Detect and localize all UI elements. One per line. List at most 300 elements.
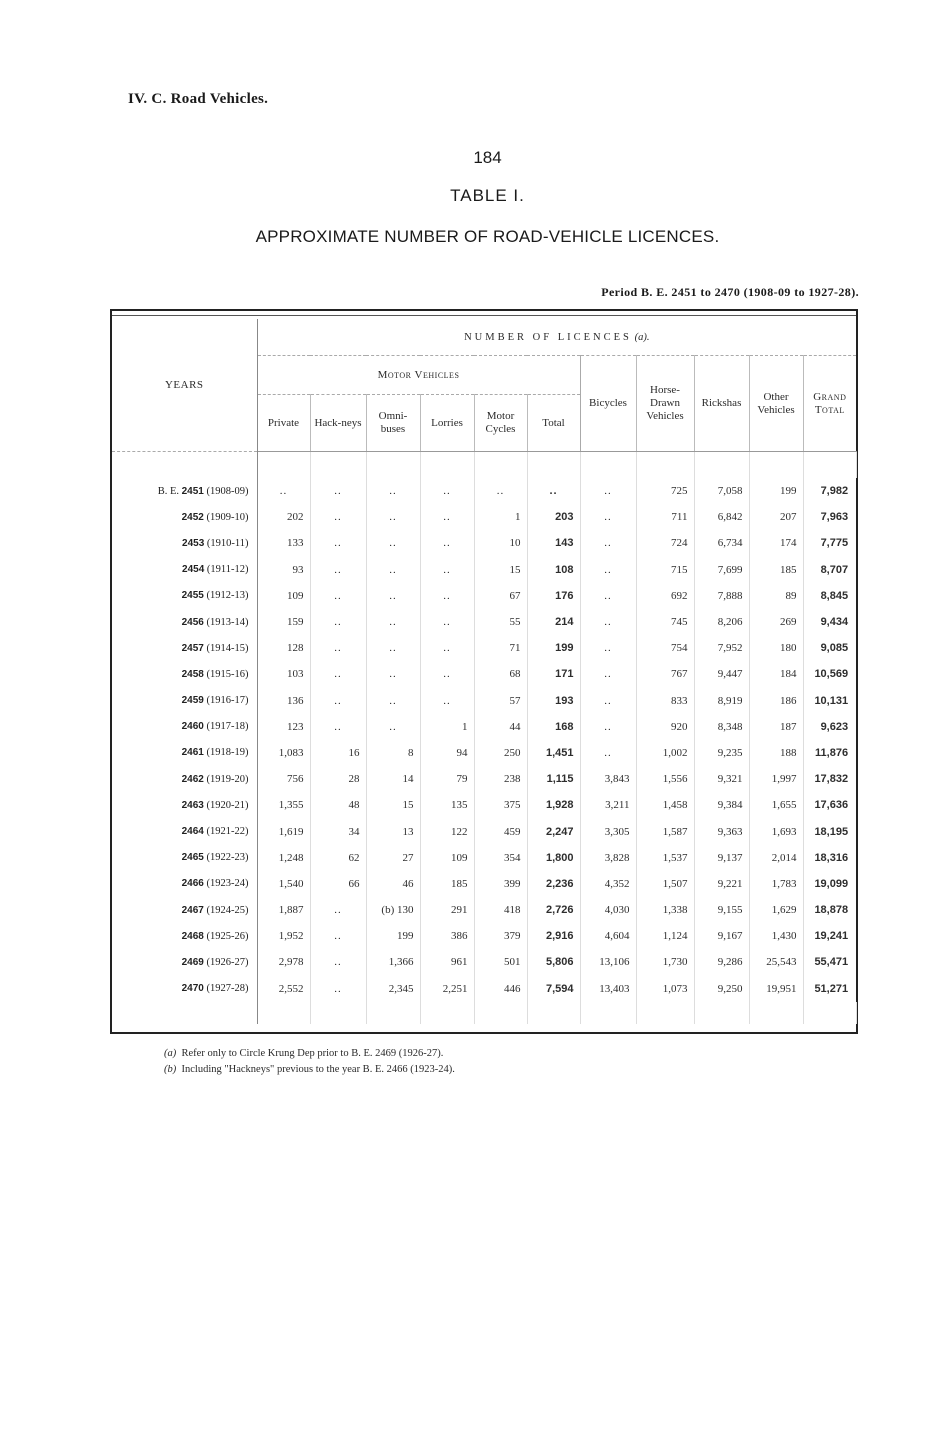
horse-drawn-cell: 724 [636, 530, 694, 556]
grand-total-cell: 17,832 [803, 766, 856, 792]
header-number-of-licences-note: (a). [634, 331, 650, 343]
year-cell [112, 714, 257, 740]
hackneys-cell: .. [310, 949, 366, 975]
grand-total-cell: 7,982 [803, 478, 856, 504]
year-number: 2452 [181, 511, 204, 523]
omnibuses-cell: (b) 130 [366, 897, 420, 923]
omnibuses-cell: .. [366, 557, 420, 583]
grand-total-cell: 19,099 [803, 871, 856, 897]
bicycles-cell: .. [580, 583, 636, 609]
lorries-cell: .. [420, 583, 474, 609]
bicycles-cell: .. [580, 504, 636, 530]
rickshas-cell: 9,447 [694, 661, 749, 687]
year-number: 2458 [181, 668, 204, 680]
footnote-b-text: Including "Hackneys" previous to the year B. E. 2466 (1923-24). [181, 1064, 455, 1075]
hackneys-cell: .. [310, 504, 366, 530]
horse-drawn-cell: 1,537 [636, 845, 694, 871]
year-cell [112, 688, 257, 714]
table-row [112, 818, 856, 844]
hackneys-cell: .. [310, 635, 366, 661]
hackneys-cell: 66 [310, 871, 366, 897]
motor-cycles-cell: 446 [474, 976, 527, 1002]
grand-total-cell: 10,131 [803, 688, 856, 714]
year-number: 2470 [181, 983, 204, 995]
year-cell [112, 478, 257, 504]
table-row [112, 976, 856, 1002]
rickshas-cell: 9,221 [694, 871, 749, 897]
year-number: 2469 [181, 956, 204, 968]
motor-cycles-cell: 68 [474, 661, 527, 687]
motor-cycles-cell: 44 [474, 714, 527, 740]
grand-total-cell: 18,195 [803, 818, 856, 844]
total-cell: 193 [527, 688, 580, 714]
rickshas-cell: 9,155 [694, 897, 749, 923]
year-number: 2461 [181, 747, 204, 759]
horse-drawn-cell: 1,730 [636, 949, 694, 975]
total-cell: 2,236 [527, 871, 580, 897]
lorries-cell: 79 [420, 766, 474, 792]
hackneys-cell: .. [310, 478, 366, 504]
rickshas-cell: 9,384 [694, 792, 749, 818]
omnibuses-cell: .. [366, 530, 420, 556]
grand-total-cell: 55,471 [803, 949, 856, 975]
grand-total-cell: 18,878 [803, 897, 856, 923]
grand-total-cell: 9,434 [803, 609, 856, 635]
year-cell [112, 583, 257, 609]
horse-drawn-cell: 767 [636, 661, 694, 687]
motor-cycles-cell: 57 [474, 688, 527, 714]
bicycles-cell: .. [580, 714, 636, 740]
omnibuses-cell: 15 [366, 792, 420, 818]
total-cell: 203 [527, 504, 580, 530]
lorries-cell: .. [420, 635, 474, 661]
omnibuses-cell: 46 [366, 871, 420, 897]
lorries-cell: .. [420, 557, 474, 583]
private-cell: 133 [257, 530, 310, 556]
page-number: 184 [473, 148, 502, 167]
grand-total-cell: 11,876 [803, 740, 856, 766]
lorries-cell: 2,251 [420, 976, 474, 1002]
section-heading: IV. C. Road Vehicles. [128, 91, 269, 107]
licences-table [112, 319, 857, 1024]
year-cell [112, 792, 257, 818]
motor-cycles-cell: 399 [474, 871, 527, 897]
footnotes [164, 1046, 455, 1078]
header-number-of-licences-label: NUMBER OF LICENCES [464, 331, 632, 343]
motor-cycles-cell: 459 [474, 818, 527, 844]
year-cell [112, 740, 257, 766]
year-cell [112, 530, 257, 556]
header-motor-cycles: Motor Cycles [474, 395, 527, 452]
bicycles-cell: 4,030 [580, 897, 636, 923]
motor-cycles-cell: 354 [474, 845, 527, 871]
horse-drawn-cell: 725 [636, 478, 694, 504]
rickshas-cell: 8,206 [694, 609, 749, 635]
footnote-a-mark: (a) [164, 1048, 177, 1059]
rickshas-cell: 9,167 [694, 923, 749, 949]
table-row [112, 530, 856, 556]
other-vehicles-cell: 180 [749, 635, 803, 661]
omnibuses-cell: .. [366, 688, 420, 714]
year-period: (1922-23) [206, 852, 249, 864]
other-vehicles-cell: 1,655 [749, 792, 803, 818]
private-cell: 1,083 [257, 740, 310, 766]
motor-cycles-cell: 71 [474, 635, 527, 661]
total-cell: 2,916 [527, 923, 580, 949]
lorries-cell: 1 [420, 714, 474, 740]
hackneys-cell: 34 [310, 818, 366, 844]
grand-total-cell: 9,085 [803, 635, 856, 661]
motor-cycles-cell: 418 [474, 897, 527, 923]
table-row [112, 478, 856, 504]
hackneys-cell: .. [310, 897, 366, 923]
omnibuses-cell: .. [366, 661, 420, 687]
header-number-of-licences [257, 319, 856, 356]
motor-cycles-cell: .. [474, 478, 527, 504]
year-cell [112, 976, 257, 1002]
table-title: TABLE I. [450, 186, 525, 205]
other-vehicles-cell: 25,543 [749, 949, 803, 975]
table-row [112, 635, 856, 661]
other-vehicles-cell: 186 [749, 688, 803, 714]
other-vehicles-cell: 2,014 [749, 845, 803, 871]
hackneys-cell: .. [310, 557, 366, 583]
year-number: 2468 [181, 930, 204, 942]
motor-cycles-cell: 55 [474, 609, 527, 635]
other-vehicles-cell: 188 [749, 740, 803, 766]
omnibuses-cell: .. [366, 714, 420, 740]
total-cell: 7,594 [527, 976, 580, 1002]
private-cell: 1,248 [257, 845, 310, 871]
bicycles-cell: .. [580, 557, 636, 583]
motor-cycles-cell: 379 [474, 923, 527, 949]
private-cell: 2,552 [257, 976, 310, 1002]
total-cell: 1,115 [527, 766, 580, 792]
year-period: (1917-18) [206, 721, 249, 733]
year-cell [112, 635, 257, 661]
omnibuses-cell: 27 [366, 845, 420, 871]
private-cell: 756 [257, 766, 310, 792]
rickshas-cell: 7,058 [694, 478, 749, 504]
private-cell: 159 [257, 609, 310, 635]
bicycles-cell: 3,843 [580, 766, 636, 792]
other-vehicles-cell: 199 [749, 478, 803, 504]
year-cell [112, 818, 257, 844]
year-period: (1927-28) [206, 983, 249, 995]
rickshas-cell: 7,888 [694, 583, 749, 609]
motor-cycles-cell: 250 [474, 740, 527, 766]
hackneys-cell: .. [310, 609, 366, 635]
horse-drawn-cell: 745 [636, 609, 694, 635]
rickshas-cell: 8,348 [694, 714, 749, 740]
bicycles-cell: .. [580, 530, 636, 556]
hackneys-cell: .. [310, 688, 366, 714]
year-cell [112, 661, 257, 687]
grand-total-cell: 51,271 [803, 976, 856, 1002]
year-period: (1914-15) [206, 642, 249, 654]
year-number: 2465 [181, 852, 204, 864]
year-number: 2466 [181, 878, 204, 890]
omnibuses-cell: .. [366, 583, 420, 609]
year-period: (1923-24) [206, 878, 249, 890]
header-other-vehicles: Other Vehicles [749, 356, 803, 452]
year-number: 2463 [181, 799, 204, 811]
omnibuses-cell: .. [366, 609, 420, 635]
private-cell: 202 [257, 504, 310, 530]
year-period: (1911-12) [206, 564, 249, 576]
grand-total-cell: 9,623 [803, 714, 856, 740]
rickshas-cell: 9,321 [694, 766, 749, 792]
year-period: (1925-26) [206, 930, 249, 942]
omnibuses-cell: .. [366, 504, 420, 530]
year-cell [112, 766, 257, 792]
year-cell [112, 504, 257, 530]
private-cell: 123 [257, 714, 310, 740]
private-cell: 136 [257, 688, 310, 714]
lorries-cell: 94 [420, 740, 474, 766]
table-body [112, 452, 856, 1024]
other-vehicles-cell: 185 [749, 557, 803, 583]
omnibuses-cell: 199 [366, 923, 420, 949]
year-number: 2459 [181, 695, 204, 707]
header-grand-total: Grand Total [803, 356, 856, 452]
grand-total-cell: 10,569 [803, 661, 856, 687]
total-cell: 5,806 [527, 949, 580, 975]
table-row [112, 949, 856, 975]
year-cell [112, 845, 257, 871]
bicycles-cell: .. [580, 635, 636, 661]
horse-drawn-cell: 1,556 [636, 766, 694, 792]
table-row [112, 923, 856, 949]
bicycles-cell: 13,106 [580, 949, 636, 975]
bicycles-cell: 3,211 [580, 792, 636, 818]
year-number: 2454 [182, 564, 205, 576]
grand-total-cell: 8,845 [803, 583, 856, 609]
year-period: (1912-13) [206, 590, 249, 602]
lorries-cell: 386 [420, 923, 474, 949]
year-cell [112, 949, 257, 975]
private-cell: .. [257, 478, 310, 504]
year-number: 2455 [181, 590, 204, 602]
year-cell [112, 923, 257, 949]
era-label: B. E. [157, 485, 179, 497]
omnibuses-cell: 14 [366, 766, 420, 792]
grand-total-cell: 7,775 [803, 530, 856, 556]
table-row [112, 688, 856, 714]
footnote-b-mark: (b) [164, 1064, 177, 1075]
year-number: 2451 [181, 485, 204, 497]
private-cell: 1,952 [257, 923, 310, 949]
period-caption: Period B. E. 2451 to 2470 (1908-09 to 1927-28). [601, 285, 859, 299]
grand-total-cell: 7,963 [803, 504, 856, 530]
year-period: (1909-10) [206, 511, 249, 523]
hackneys-cell: 28 [310, 766, 366, 792]
year-cell [112, 897, 257, 923]
lorries-cell: .. [420, 609, 474, 635]
total-cell: 143 [527, 530, 580, 556]
bicycles-cell: 3,828 [580, 845, 636, 871]
lorries-cell: 122 [420, 818, 474, 844]
footnote-b [164, 1062, 455, 1078]
year-cell [112, 871, 257, 897]
header-years: YEARS [112, 319, 257, 452]
year-period: (1915-16) [206, 668, 249, 680]
lorries-cell: 961 [420, 949, 474, 975]
omnibuses-cell: .. [366, 635, 420, 661]
total-cell: 1,451 [527, 740, 580, 766]
year-number: 2464 [181, 826, 204, 838]
hackneys-cell: 48 [310, 792, 366, 818]
table-row [112, 661, 856, 687]
header-lorries: Lorries [420, 395, 474, 452]
grand-total-cell: 18,316 [803, 845, 856, 871]
private-cell: 128 [257, 635, 310, 661]
table-row [112, 845, 856, 871]
table-row [112, 504, 856, 530]
other-vehicles-cell: 207 [749, 504, 803, 530]
total-cell: 1,928 [527, 792, 580, 818]
other-vehicles-cell: 187 [749, 714, 803, 740]
hackneys-cell: .. [310, 530, 366, 556]
horse-drawn-cell: 1,458 [636, 792, 694, 818]
other-vehicles-cell: 1,693 [749, 818, 803, 844]
private-cell: 1,887 [257, 897, 310, 923]
table-row [112, 583, 856, 609]
table-row [112, 792, 856, 818]
grand-total-cell: 19,241 [803, 923, 856, 949]
total-cell: 214 [527, 609, 580, 635]
other-vehicles-cell: 1,783 [749, 871, 803, 897]
omnibuses-cell: .. [366, 478, 420, 504]
grand-total-cell: 8,707 [803, 557, 856, 583]
header-motor-vehicles: Motor Vehicles [257, 356, 580, 395]
year-period: (1918-19) [206, 747, 249, 759]
hackneys-cell: .. [310, 923, 366, 949]
year-period: (1916-17) [206, 695, 249, 707]
table-row [112, 609, 856, 635]
year-period: (1924-25) [206, 904, 249, 916]
footnote-a-text: Refer only to Circle Krung Dep prior to B. E. 2469 (1926-27). [181, 1048, 444, 1059]
horse-drawn-cell: 692 [636, 583, 694, 609]
horse-drawn-cell: 833 [636, 688, 694, 714]
private-cell: 1,540 [257, 871, 310, 897]
year-number: 2453 [182, 537, 205, 549]
hackneys-cell: .. [310, 583, 366, 609]
year-number: 2457 [181, 642, 204, 654]
motor-cycles-cell: 15 [474, 557, 527, 583]
horse-drawn-cell: 715 [636, 557, 694, 583]
footnote-a [164, 1046, 455, 1062]
lorries-cell: 291 [420, 897, 474, 923]
table-row [112, 897, 856, 923]
horse-drawn-cell: 1,124 [636, 923, 694, 949]
hackneys-cell: 16 [310, 740, 366, 766]
year-number: 2467 [181, 904, 204, 916]
private-cell: 2,978 [257, 949, 310, 975]
year-cell [112, 557, 257, 583]
header-private: Private [257, 395, 310, 452]
horse-drawn-cell: 1,073 [636, 976, 694, 1002]
lorries-cell: 135 [420, 792, 474, 818]
total-cell: .. [527, 478, 580, 504]
horse-drawn-cell: 754 [636, 635, 694, 661]
lorries-cell: .. [420, 661, 474, 687]
horse-drawn-cell: 711 [636, 504, 694, 530]
header-bicycles: Bicycles [580, 356, 636, 452]
private-cell: 1,619 [257, 818, 310, 844]
total-cell: 199 [527, 635, 580, 661]
bicycles-cell: 13,403 [580, 976, 636, 1002]
motor-cycles-cell: 501 [474, 949, 527, 975]
table-row [112, 871, 856, 897]
header-hackneys: Hack-neys [310, 395, 366, 452]
hackneys-cell: .. [310, 714, 366, 740]
horse-drawn-cell: 1,507 [636, 871, 694, 897]
rickshas-cell: 9,286 [694, 949, 749, 975]
horse-drawn-cell: 1,587 [636, 818, 694, 844]
bicycles-cell: .. [580, 740, 636, 766]
hackneys-cell: 62 [310, 845, 366, 871]
total-cell: 1,800 [527, 845, 580, 871]
year-period: (1921-22) [206, 826, 249, 838]
bicycles-cell: .. [580, 609, 636, 635]
bicycles-cell: .. [580, 661, 636, 687]
horse-drawn-cell: 920 [636, 714, 694, 740]
bicycles-cell: 4,352 [580, 871, 636, 897]
year-cell [112, 609, 257, 635]
bicycles-cell: .. [580, 688, 636, 714]
rickshas-cell: 9,250 [694, 976, 749, 1002]
year-period: (1920-21) [206, 799, 249, 811]
table-row [112, 766, 856, 792]
rickshas-cell: 8,919 [694, 688, 749, 714]
total-cell: 2,726 [527, 897, 580, 923]
year-period: (1926-27) [206, 956, 249, 968]
rickshas-cell: 7,952 [694, 635, 749, 661]
bicycles-cell: .. [580, 478, 636, 504]
year-number: 2462 [181, 773, 204, 785]
lorries-cell: 185 [420, 871, 474, 897]
lorries-cell: .. [420, 530, 474, 556]
rickshas-cell: 7,699 [694, 557, 749, 583]
rickshas-cell: 9,137 [694, 845, 749, 871]
private-cell: 93 [257, 557, 310, 583]
motor-cycles-cell: 10 [474, 530, 527, 556]
header-horse-drawn: Horse-Drawn Vehicles [636, 356, 694, 452]
other-vehicles-cell: 1,629 [749, 897, 803, 923]
rickshas-cell: 6,734 [694, 530, 749, 556]
omnibuses-cell: 1,366 [366, 949, 420, 975]
other-vehicles-cell: 174 [749, 530, 803, 556]
table-row [112, 740, 856, 766]
motor-cycles-cell: 1 [474, 504, 527, 530]
omnibuses-cell: 8 [366, 740, 420, 766]
header-omnibuses: Omni-buses [366, 395, 420, 452]
private-cell: 103 [257, 661, 310, 687]
table-row [112, 557, 856, 583]
hackneys-cell: .. [310, 661, 366, 687]
total-cell: 168 [527, 714, 580, 740]
lorries-cell: .. [420, 688, 474, 714]
year-period: (1910-11) [206, 537, 249, 549]
grand-total-cell: 17,636 [803, 792, 856, 818]
motor-cycles-cell: 67 [474, 583, 527, 609]
year-number: 2460 [181, 721, 204, 733]
year-number: 2456 [181, 616, 204, 628]
omnibuses-cell: 13 [366, 818, 420, 844]
other-vehicles-cell: 1,430 [749, 923, 803, 949]
other-vehicles-cell: 184 [749, 661, 803, 687]
